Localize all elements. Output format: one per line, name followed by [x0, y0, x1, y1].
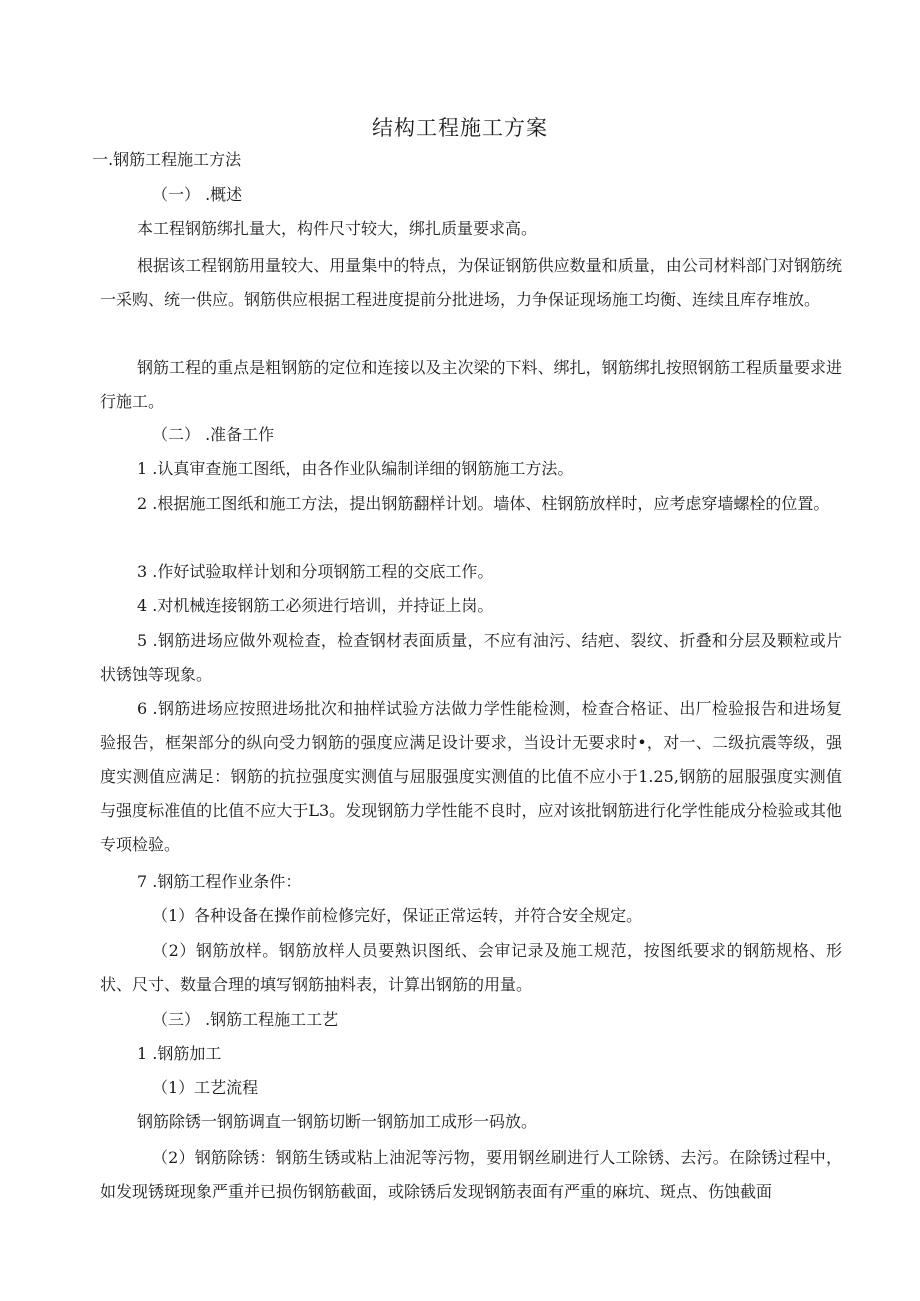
list-subitem: （1）各种设备在操作前检修完好，保证正常运转，并符合安全规定。: [152, 906, 643, 925]
list-subitem: （2）钢筋放样。钢筋放样人员要熟识图纸、会审记录及施工规范，按图纸要求的钢筋规格、形状、尺寸、数量合理的填写钢筋抽料表，计算出钢筋的用量。: [100, 941, 842, 994]
list-item: 7 .钢筋工程作业条件：: [137, 872, 302, 891]
list-item: 3 .作好试验取样计划和分项钢筋工程的交底工作。: [137, 562, 494, 581]
paragraph: 本工程钢筋绑扎量大，构件尺寸较大，绑扎质量要求高。: [137, 219, 538, 238]
list-item: 2 .根据施工图纸和施工方法，提出钢筋翻样计划。墙体、柱钢筋放样时，应考虑穿墙螺栓的位置。: [137, 494, 830, 513]
list-item: 4 .对机械连接钢筋工必须进行培训，并持证上岗。: [137, 596, 494, 615]
list-item: 1 .认真审查施工图纸，由各作业队编制详细的钢筋施工方法。: [137, 459, 574, 478]
paragraph: 钢筋除锈一钢筋调直一钢筋切断一钢筋加工成形一码放。: [137, 1112, 538, 1131]
subsection-heading: （三） .钢筋工程施工工艺: [152, 1010, 339, 1029]
list-item: 1 .钢筋加工: [137, 1044, 222, 1063]
page-title: 结构工程施工方案: [372, 116, 548, 140]
subsection-heading: （一） .概述: [152, 185, 243, 204]
list-subitem: （2）钢筋除锈：钢筋生锈或粘上油泥等污物，要用钢丝刷进行人工除锈、去污。在除锈过程中，如发现锈斑现象严重并已损伤钢筋截面，或除锈后发现钢筋表面有严重的麻坑、斑点、伤蚀截面: [100, 1148, 842, 1201]
section-heading: 一.钢筋工程施工方法: [92, 150, 242, 169]
list-subitem: （1）工艺流程: [152, 1078, 259, 1097]
paragraph: 钢筋工程的重点是粗钢筋的定位和连接以及主次梁的下料、绑扎，钢筋绑扎按照钢筋工程质量要求进行施工。: [100, 358, 842, 411]
list-item: 6 .钢筋进场应按照进场批次和抽样试验方法做力学性能检测，检查合格证、出厂检验报告和进场复验报告，框架部分的纵向受力钢筋的强度应满足设计要求，当设计无要求时•，对一、二级抗震等级，强度实测值应满足：钢筋的抗拉强度实测值与屈服强度实测值的比值不应小于1.25,钢筋的屈服强度实测值与强度标准值的比值不应大于L3。发现钢筋力学性能不良时，应对该批钢筋进行化学性能成分检验或其他专项检验。: [100, 699, 842, 854]
subsection-heading: （二） .准备工作: [152, 425, 275, 444]
list-item: 5 .钢筋进场应做外观检查，检查钢材表面质量，不应有油污、结疤、裂纹、折叠和分层及颗粒或片状锈蚀等现象。: [100, 631, 842, 684]
paragraph: 根据该工程钢筋用量较大、用量集中的特点，为保证钢筋供应数量和质量，由公司材料部门对钢筋统一采购、统一供应。钢筋供应根据工程进度提前分批进场，力争保证现场施工均衡、连续且库存堆放。: [100, 256, 842, 309]
